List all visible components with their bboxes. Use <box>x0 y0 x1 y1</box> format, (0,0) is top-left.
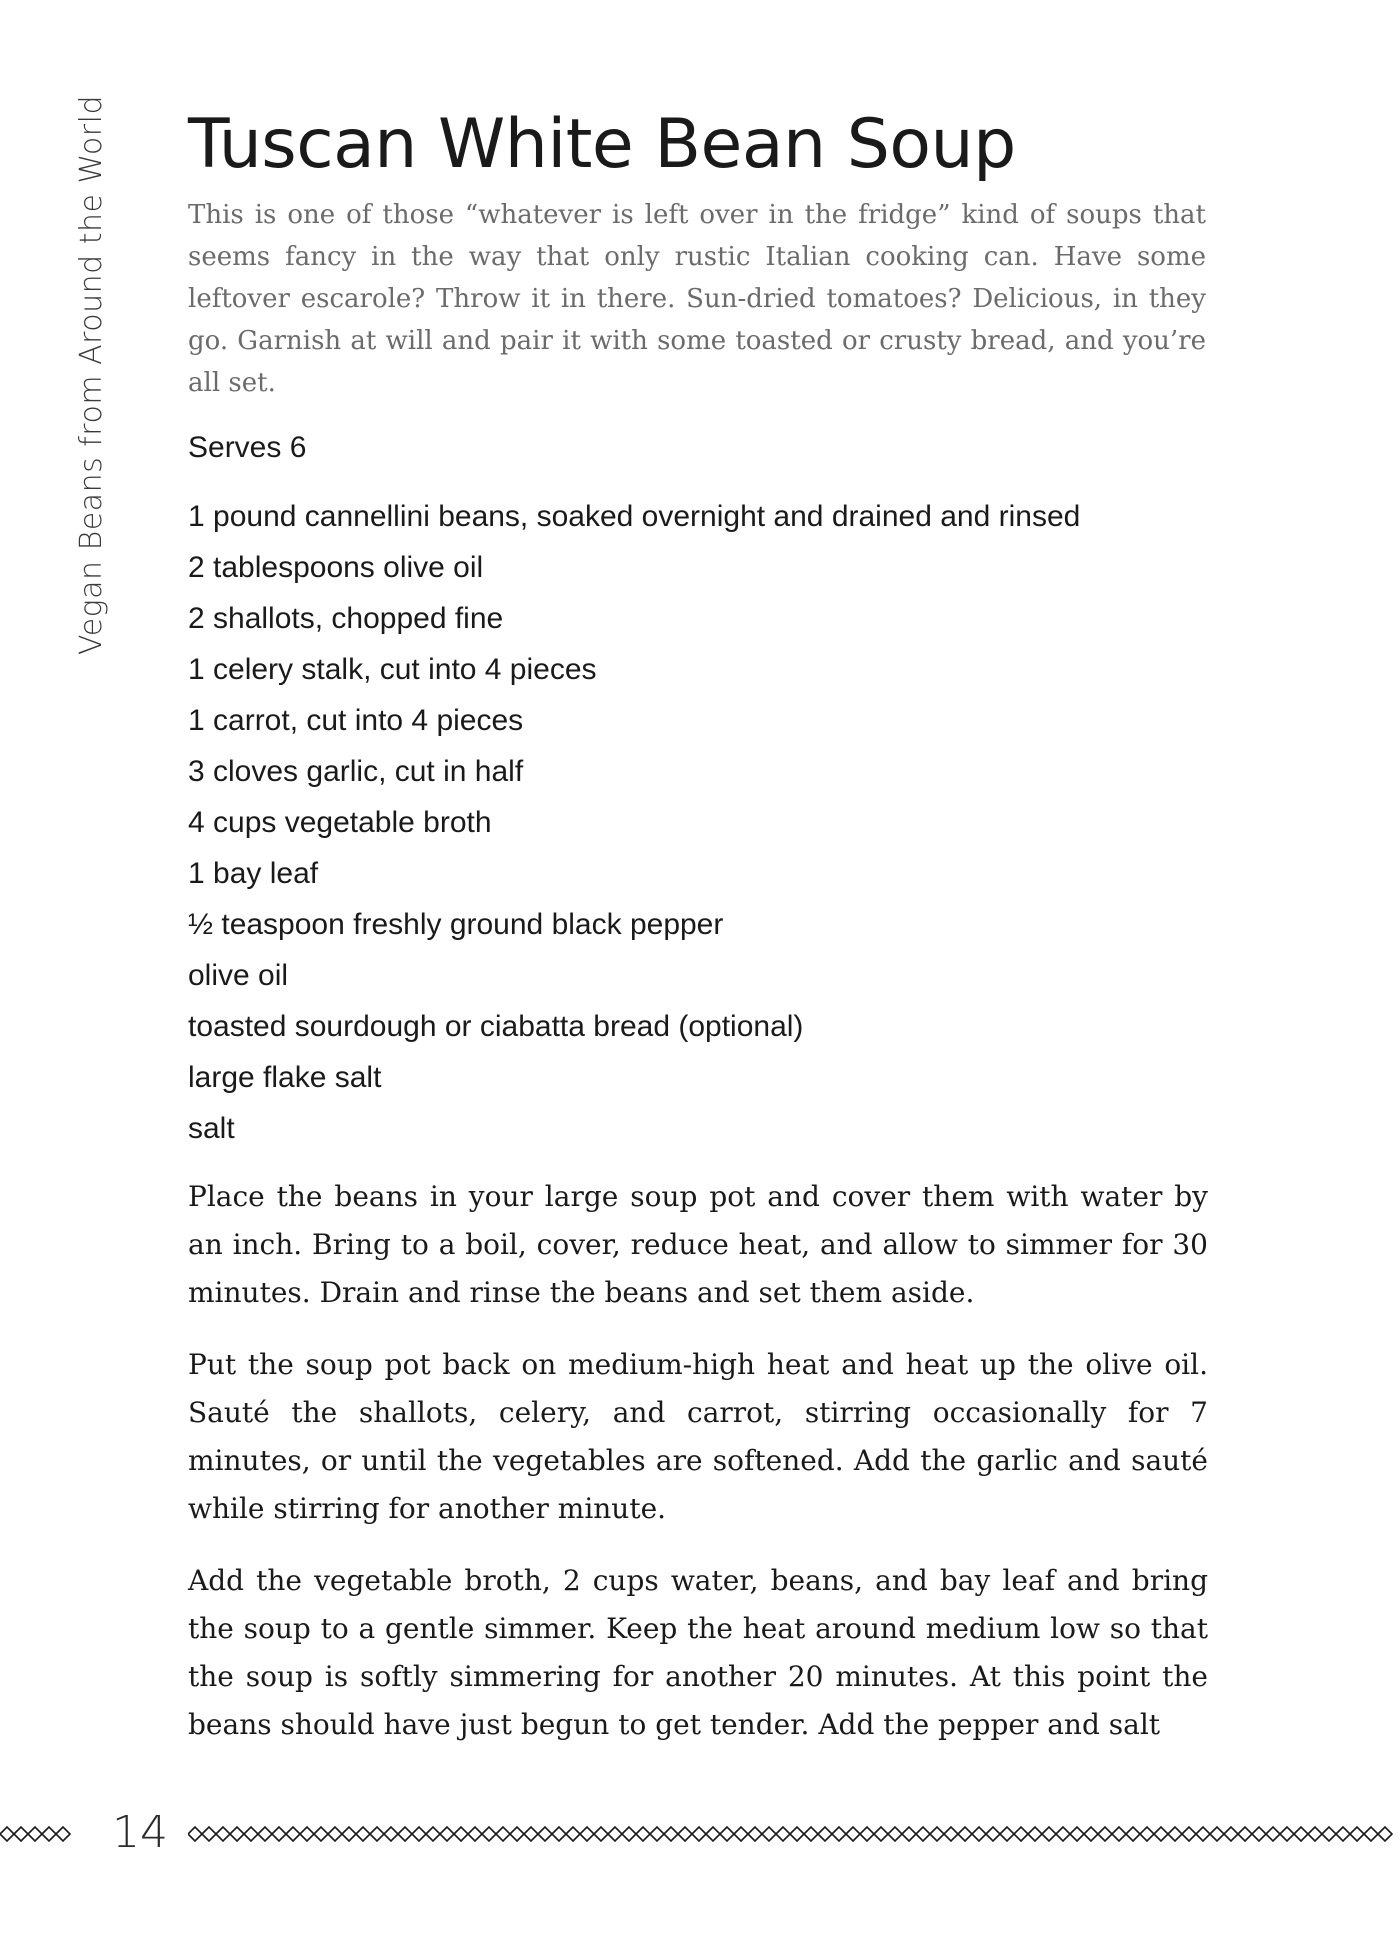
recipe-title: Tuscan White Bean Soup <box>188 105 1016 184</box>
diamond-mark <box>1196 1827 1210 1841</box>
diamond-mark <box>0 1827 14 1841</box>
diamond-mark <box>272 1827 286 1841</box>
method-paragraph: Put the soup pot back on medium-high heat and heat up the olive oil. Sauté the shallots, celery, and carrot, stirring occasionally for 7 minutes, or until the vegetables are softened. Add the garlic and sauté while stirring for another minute. <box>188 1348 1208 1525</box>
diamond-mark <box>1084 1827 1098 1841</box>
diamond-mark <box>972 1827 986 1841</box>
diamond-mark <box>1224 1827 1238 1841</box>
diamond-mark <box>426 1827 440 1841</box>
diamond-mark <box>1350 1827 1364 1841</box>
diamond-mark <box>706 1827 720 1841</box>
diamond-mark <box>874 1827 888 1841</box>
diamond-mark <box>28 1827 42 1841</box>
diamond-mark <box>342 1827 356 1841</box>
diamond-mark <box>1210 1827 1224 1841</box>
diamond-mark <box>538 1827 552 1841</box>
diamond-mark <box>1266 1827 1280 1841</box>
method-paragraph: Add the vegetable broth, 2 cups water, beans, and bay leaf and bring the soup to a gentle simmer. Keep the heat around medium low so that the soup is softly simmering for another 20 minutes. At this point the beans should have just begun to get tender. Add the pepper and salt <box>188 1564 1208 1741</box>
diamond-mark <box>958 1827 972 1841</box>
diamond-mark <box>1322 1827 1336 1841</box>
diamond-mark <box>650 1827 664 1841</box>
diamond-mark <box>720 1827 734 1841</box>
diamond-mark <box>734 1827 748 1841</box>
ingredient-item: 1 pound cannellini beans, soaked overnight and drained and rinsed <box>188 500 1081 533</box>
recipe-intro: This is one of those “whatever is left over in the fridge” kind of soups that seems fancy in the way that only rustic Italian cooking can. Have some leftover escarole? Throw it in there. Sun-dried tomatoes? Delicious, in they go. Garnish at will and pair it with some toasted or crusty bread, and you’re all set. <box>188 200 1206 398</box>
diamond-mark <box>832 1827 846 1841</box>
diamond-mark <box>944 1827 958 1841</box>
diamond-mark <box>1014 1827 1028 1841</box>
diamond-mark <box>748 1827 762 1841</box>
ingredient-item: 2 shallots, chopped fine <box>188 602 504 635</box>
diamond-mark <box>916 1827 930 1841</box>
ingredient-item: 1 bay leaf <box>188 857 319 890</box>
diamond-mark <box>1252 1827 1266 1841</box>
diamond-mark <box>664 1827 678 1841</box>
diamond-mark <box>790 1827 804 1841</box>
ingredient-item: 3 cloves garlic, cut in half <box>188 755 524 788</box>
ingredient-item: ½ teaspoon freshly ground black pepper <box>188 908 724 941</box>
diamond-mark <box>1308 1827 1322 1841</box>
diamond-mark <box>986 1827 1000 1841</box>
ingredient-list <box>188 491 1208 1154</box>
diamond-mark <box>314 1827 328 1841</box>
ingredient-item: 1 carrot, cut into 4 pieces <box>188 704 524 737</box>
method-paragraph: Place the beans in your large soup pot and cover them with water by an inch. Bring to a boil, cover, reduce heat, and allow to simmer for 30 minutes. Drain and rinse the beans and set them aside. <box>188 1180 1208 1309</box>
diamond-mark <box>1182 1827 1196 1841</box>
diamond-mark <box>258 1827 272 1841</box>
diamond-mark <box>244 1827 258 1841</box>
page-number: 14 <box>112 1807 168 1858</box>
diamond-mark <box>286 1827 300 1841</box>
diamond-mark <box>482 1827 496 1841</box>
diamond-mark <box>356 1827 370 1841</box>
diamond-mark <box>930 1827 944 1841</box>
diamond-mark <box>608 1827 622 1841</box>
diamond-mark <box>230 1827 244 1841</box>
diamond-mark <box>804 1827 818 1841</box>
diamond-mark <box>860 1827 874 1841</box>
ingredient-item: 4 cups vegetable broth <box>188 806 492 839</box>
serves-line: Serves 6 <box>188 431 307 464</box>
ingredient-item: salt <box>188 1112 235 1145</box>
diamond-mark <box>1000 1827 1014 1841</box>
diamond-mark <box>1126 1827 1140 1841</box>
diamond-mark <box>566 1827 580 1841</box>
diamond-mark <box>1364 1827 1378 1841</box>
diamond-mark <box>1294 1827 1308 1841</box>
ingredient-item: large flake salt <box>188 1061 382 1094</box>
ingredient-item: 1 celery stalk, cut into 4 pieces <box>188 653 597 686</box>
diamond-mark <box>496 1827 510 1841</box>
diamond-mark <box>580 1827 594 1841</box>
diamond-mark <box>56 1827 70 1841</box>
diamond-mark <box>552 1827 566 1841</box>
diamond-mark <box>762 1827 776 1841</box>
diamond-mark <box>524 1827 538 1841</box>
diamond-mark <box>888 1827 902 1841</box>
diamond-mark <box>216 1827 230 1841</box>
diamond-mark <box>1238 1827 1252 1841</box>
method-steps <box>188 1173 1208 1773</box>
diamond-mark <box>1070 1827 1084 1841</box>
diamond-mark <box>510 1827 524 1841</box>
diamond-mark <box>1378 1827 1392 1841</box>
diamond-mark <box>1336 1827 1350 1841</box>
diamond-mark <box>202 1827 216 1841</box>
diamond-chain-ornament-left <box>0 1822 72 1846</box>
diamond-mark <box>1280 1827 1294 1841</box>
diamond-mark <box>384 1827 398 1841</box>
diamond-mark <box>300 1827 314 1841</box>
diamond-mark <box>14 1827 28 1841</box>
diamond-mark <box>818 1827 832 1841</box>
diamond-chain-ornament-right <box>188 1822 1400 1846</box>
ingredient-item: toasted sourdough or ciabatta bread (optional) <box>188 1010 804 1043</box>
diamond-mark <box>412 1827 426 1841</box>
ingredient-item: olive oil <box>188 959 289 992</box>
diamond-mark <box>1140 1827 1154 1841</box>
diamond-mark <box>636 1827 650 1841</box>
diamond-mark <box>622 1827 636 1841</box>
diamond-mark <box>188 1827 202 1841</box>
diamond-mark <box>1028 1827 1042 1841</box>
diamond-mark <box>454 1827 468 1841</box>
diamond-mark <box>1098 1827 1112 1841</box>
diamond-mark <box>678 1827 692 1841</box>
diamond-mark <box>370 1827 384 1841</box>
diamond-mark <box>1042 1827 1056 1841</box>
diamond-mark <box>692 1827 706 1841</box>
diamond-mark <box>328 1827 342 1841</box>
running-head: Vegan Beans from Around the World <box>74 94 109 655</box>
diamond-mark <box>1112 1827 1126 1841</box>
diamond-mark <box>1168 1827 1182 1841</box>
diamond-mark <box>468 1827 482 1841</box>
ingredient-item: 2 tablespoons olive oil <box>188 551 484 584</box>
diamond-mark <box>776 1827 790 1841</box>
diamond-mark <box>440 1827 454 1841</box>
diamond-mark <box>42 1827 56 1841</box>
diamond-mark <box>1154 1827 1168 1841</box>
diamond-mark <box>902 1827 916 1841</box>
diamond-mark <box>1056 1827 1070 1841</box>
diamond-mark <box>398 1827 412 1841</box>
diamond-mark <box>594 1827 608 1841</box>
diamond-mark <box>846 1827 860 1841</box>
